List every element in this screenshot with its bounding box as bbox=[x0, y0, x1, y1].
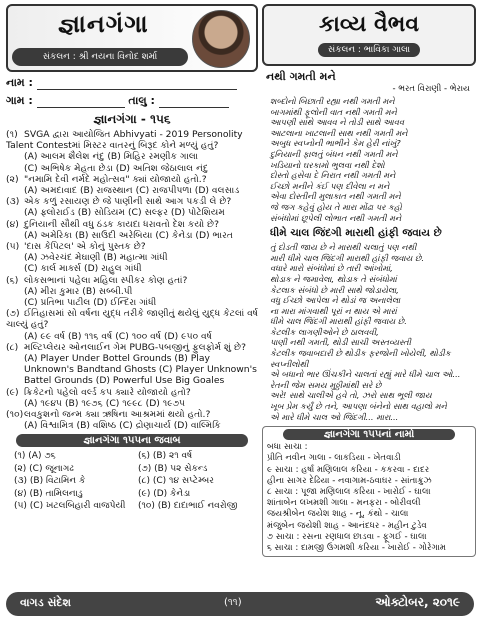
question bbox=[6, 387, 258, 398]
winner-line: જયશ્રીબેન જયેશ શાહ - નૂ, કંથો - ચાલા bbox=[267, 509, 409, 520]
poem-line: શબ્દોનો બિછાતી રહ્યા નથી ગમતી મને bbox=[270, 96, 395, 106]
question-number: (૨) bbox=[6, 173, 19, 185]
gnanganga-column bbox=[6, 4, 258, 584]
poem-line: વધુ ઈચ્છો આપેલા ને થોડાં જ અનાલેલા bbox=[270, 295, 401, 306]
question-text: ક્રિકેટનો પહેલો વર્લ્ડ કપ ક્યારે યોજાયો હતો? bbox=[24, 386, 191, 398]
answer-item: (૩) (B) વિટામિન કે bbox=[14, 476, 86, 487]
poem1-author: - ભરત વિરાણી - ભેરાય bbox=[392, 84, 470, 94]
question bbox=[6, 409, 258, 420]
poem-line: પાણી નથી ગમતી, થોડી સાચી અસ્તવ્યસ્તી bbox=[270, 337, 412, 348]
question-number: (૧૦) bbox=[6, 409, 24, 421]
winners-box bbox=[262, 426, 476, 557]
winner-line: મંજુબેન જયેશી શાહ - આનંદધર - મહીન ટુડેવ bbox=[267, 520, 427, 531]
poem-line: ખૂબ પ્રેમ કર્યું છે તને, આપણા બંનેનો સાથ વહાલો મને bbox=[270, 401, 447, 412]
question-number: (૩) bbox=[6, 196, 20, 208]
kavya-compiler: સંકલન : ભાવિકા ગાલા bbox=[318, 43, 420, 57]
poem-line: મારી ધીમે ચાલ જિંદગી મારાથી હાંફી જવાય છે. bbox=[270, 252, 425, 263]
winner-line: ૭ સાચા : રસના રણધાલ છાડવા - ફૂગઈ - ઘાલા bbox=[267, 531, 427, 542]
question-options: (C) પ્રતિભા પાટીલ (D) ઈન્દિરા ગાંધી bbox=[24, 297, 157, 309]
question-number: (૫) bbox=[6, 241, 20, 253]
winner-line: બધા સાચા : bbox=[267, 442, 308, 453]
taluka-label: તાલુ : bbox=[128, 94, 155, 107]
question-options: (A) આલમ શૈલેશ નંદુ (B) મિહિર રમણીક ગાલા bbox=[24, 151, 199, 163]
poem-line: બાગમાંથી ફૂલોની વાત નથી ગમતી મને bbox=[270, 106, 397, 117]
question bbox=[6, 275, 258, 286]
poem-line: રેતની જેમ સમય મુઠ્ઠીમાંથી સરે છે bbox=[270, 379, 382, 390]
answer-item: (૫) (C) ખટલબિહારી વાજપેયી bbox=[14, 501, 126, 512]
answer-item: (૮) (C) ૧૪ સપ્ટેમ્બર bbox=[138, 476, 214, 487]
question-options: (A) અમદાવાદ (B) રાજસ્થાન (C) રાજપીપળા (D) વલસાડ bbox=[24, 185, 240, 197]
question-number: (૪) bbox=[6, 218, 19, 230]
magazine-name: વાગડ સંદેશ bbox=[20, 596, 71, 609]
kavya-title: કાવ્ય વૈભવ bbox=[318, 12, 420, 37]
question-options: (A) ફ્લોરાઈડ (B) સોડિયમ (C) સલ્ફર (D) પોટેશિયમ bbox=[24, 207, 225, 219]
winner-line: ૮ સાચા : પૂજા મણિલાલ કરિયા - ખારોઈ - ઘાલા bbox=[267, 487, 431, 498]
winner-line: ૯ સાચા : હર્ષા મણિલાલ કરિયા - કકરવા - દાદર bbox=[267, 464, 430, 475]
winners-title: જ્ઞાનગંગા ૧૫૫નાં નામો bbox=[283, 429, 455, 440]
question-text: ઈતિહાસમાં સો વર્ષના યુદ્ધ તરીકે જાણીતું થયેલું યુદ્ધ કેટલાં વર્ષ ચાલ્યું હતું? bbox=[6, 308, 258, 331]
gnanganga-title: જ્ઞાનગંગા bbox=[58, 10, 149, 38]
question-number: (૧) bbox=[6, 129, 18, 140]
answer-item: (૬) (B) ૨૧ વર્ષ bbox=[138, 451, 193, 462]
poem-line: સંબંધોમાં છૂપેલી લોભાત નથી ગમતી મને bbox=[270, 212, 402, 223]
question bbox=[6, 241, 258, 252]
poem-line: જે જગ કહેવું હોય તે મારા મોંઢા પર કહો bbox=[270, 201, 402, 212]
poem-line: એવા દોસ્તીની મુલાકાત નથી ગમતી મને bbox=[270, 191, 401, 202]
question-list bbox=[6, 129, 258, 431]
page-footer bbox=[6, 592, 474, 616]
name-label: નામ : bbox=[6, 76, 33, 89]
poem-line: આટલાના ખાટલાની સાથ નથી ગમતી મને bbox=[270, 127, 408, 138]
question-text: લોકસભાનાં પહેલા મહિલા સ્પીકર કોણ હતાં? bbox=[24, 274, 188, 286]
poem-line: તું દોડતી જાય છે ને મારાથી ચલાતું પણ નથી bbox=[270, 242, 417, 253]
poem-line: ધીમે ચાલ જિંદગી મારાથી હાંફી જવાય છે. bbox=[270, 316, 407, 327]
question-text: એક કળું રસાયણ છે જે પાણીની સાથે આગ પકડી લે છે? bbox=[24, 196, 232, 208]
question-options: (C) કાર્લ માર્ક્સ (D) રાહુલ ગાંધી bbox=[24, 263, 142, 275]
question-text: 'દાસ કેપિટલ' એ કોનું પુસ્તક છે? bbox=[24, 241, 146, 253]
question bbox=[6, 342, 258, 353]
answer-item: (૪) (B) તામિલનાડુ bbox=[14, 488, 83, 499]
question-number: (૯) bbox=[6, 386, 19, 398]
question-options: (A) ૧૯૪૫ (B) ૧૯૭૬ (C) ૧૯૯૮ (D) ૧૯૭૫ bbox=[24, 397, 186, 409]
question-text: SVGA દ્વારા આયોજિત Abhivyati - 2019 Personolity Talent Contestમાં મિસ્ટર વાતરનું બિરૂદ કોને મળ્યું હતું? bbox=[6, 129, 243, 152]
page-number: (૧૧) bbox=[224, 597, 242, 608]
question-number: (૮) bbox=[6, 341, 19, 353]
answer-item: (૧૦) (B) દાદાભાઈ નવરોજી bbox=[138, 501, 238, 512]
question bbox=[6, 129, 258, 151]
poem-line: અબુધ સ્વપ્નોની ભાભીને કેમ હેરી નાંખું? bbox=[270, 138, 401, 149]
village-label: ગામ : bbox=[6, 94, 33, 107]
poem-line: કેટલીક લાગણીઓને છે ઠાલવવી, bbox=[270, 326, 379, 337]
village-line bbox=[6, 94, 258, 108]
gnanganga-banner bbox=[6, 4, 258, 72]
winner-line: ૬ સાચા : દામજી ઉગમશી કરિયા - ખારોઈ - ગોરેગામ bbox=[267, 543, 446, 554]
poem-line: કેટલીક જવાબદારી છે થોડીક ફરજોની ખોયેલી, થોડીક સ્વપ્નીલોથી bbox=[270, 348, 451, 369]
question-text: મલ્ટિપ્લેયર ઓનલાઈન ગેમ PUBG-પબજીનું ફુલફોર્મ શું છે? bbox=[24, 341, 246, 353]
name-blank bbox=[37, 89, 237, 90]
question-text: લવકુશનો જન્મ ક્યા ઋષિના આશ્રમમાં થયો હતો.? bbox=[24, 409, 211, 421]
name-line bbox=[6, 76, 258, 90]
poem-line: વધારે મારો સંબંધોમાં છે તારી આંખોમાં, bbox=[270, 263, 393, 274]
winner-line: શાંતાબેન લખમશી ગાલા - મનફરા - બોરીવલી bbox=[267, 498, 421, 509]
question-number: (૬) bbox=[6, 274, 19, 286]
gnanganga-compiler: સંકલન : શ્રી નયના વિનોદ શર્મા bbox=[12, 48, 188, 66]
poem-line: કેટલાક સંબંધો છે મારી સાથે જોડાયેલા, bbox=[270, 284, 399, 295]
winners-list bbox=[267, 442, 471, 554]
question-text: દુનિયાની સૌથી વધુ ઠંડક કાયદા ધરાવતો દેશ કયો છે? bbox=[24, 218, 220, 230]
poem1-body bbox=[270, 96, 468, 223]
poem-line: આપણી સાથે આવવ ને તોડી સાથે આવવ bbox=[270, 117, 405, 128]
poem-line: ખડિયાનો ઘરકામો ભુલવા નથી દેશો bbox=[270, 159, 385, 170]
question-options: (A) ૯૯ વર્ષ (B) ૧૧૬ વર્ષ (C) ૧૦૦ વર્ષ (D) ૯૫૦ વર્ષ bbox=[24, 330, 212, 342]
question-options: (C) અભિષેક મેહતા છેડા (D) અતિશ જેઠાલાલ નંદુ bbox=[24, 162, 209, 174]
answers-list bbox=[14, 450, 258, 512]
winner-line: પ્રીતિ નવીન ગાલા - લાકડિયા - ખેતવાડી bbox=[267, 453, 401, 464]
winner-line: હીના સાગર દેઢિયા - નવાગામ-ઠવાઘર - સાંતાક્રુઝ bbox=[267, 475, 432, 486]
answers-title: જ્ઞાનગંગા ૧૫૫ના જવાબ bbox=[16, 434, 248, 447]
poem2-body bbox=[270, 242, 468, 422]
question-options: (A) વિશ્વામિત્ર (B) વશિષ્ઠ (C) દ્રોણાચાર્ય (D) વાલ્મિકિ bbox=[24, 420, 221, 432]
poem-line: ઈચ્છો મનીને કંઈ પણ દીવેલા ન મને bbox=[270, 180, 390, 191]
kavya-column bbox=[262, 4, 476, 584]
issue-date: ઓક્ટોબર, ૨૦૧૯ bbox=[375, 595, 460, 609]
compiler-photo bbox=[192, 10, 250, 68]
question-text: "નમામિ દેવી નર્મદે મહોત્સવ" ક્યાં યોજાયો હતો.? bbox=[24, 173, 207, 185]
poem-line: ના મારા માંગવાથી પૂરાં ન થાય એ મારાં bbox=[270, 305, 397, 316]
poem-line: દુનિયાની ફાલતું બંધન નથી ગમતી મને bbox=[270, 148, 398, 159]
poem1-title: નથી ગમતી મને bbox=[266, 70, 336, 83]
poem-line: દોસ્તો હસેવા દે નિરાત નથી ગમતી મને bbox=[270, 170, 396, 181]
taluka-blank bbox=[159, 107, 229, 108]
answer-item: (૭) (B) ૫૨ સેકન્ડ bbox=[138, 463, 208, 474]
poem-line: એ મારે ધીમે ચાલ ઓ જિંદગી... મારા... bbox=[270, 411, 399, 422]
answer-item: (૨) (C) જૂનાગઢ bbox=[14, 463, 74, 474]
question bbox=[6, 308, 258, 330]
question bbox=[6, 196, 258, 207]
question bbox=[6, 174, 258, 185]
answer-item: (૯) (D) કેનેડા bbox=[138, 488, 191, 499]
kavya-banner bbox=[262, 4, 476, 66]
poem-line: અરે! સાથે ચાલીએ હવે તો, ઝરો સાથ ભૂલી જાય bbox=[270, 390, 432, 401]
quiz-title: જ્ઞાનગંગા - ૧૫૬ bbox=[93, 112, 171, 126]
answer-item: (૧) (A) ૭૬ bbox=[14, 451, 56, 462]
question-options: (A) Player Under Bottel Grounds (B) Play Unknown's Bandtand Ghosts (C) Player Unknown's Battel Grounds (D) Powerful Use Big Goales bbox=[24, 353, 257, 387]
question bbox=[6, 219, 258, 230]
poem2-title: ધીમે ચાલ જિંદગી મારાથી હાંફી જવાય છે bbox=[270, 227, 442, 240]
village-blank bbox=[37, 107, 125, 108]
question-options: (A) અમેરિકા (B) સાઉદી અરેબિયા (C) કેનેડા (D) ભારત bbox=[24, 229, 234, 241]
question-number: (૭) bbox=[6, 308, 20, 320]
poem-line: થોડાક ને જમાવેલા, થોડાક તે સંબંધોમાં bbox=[270, 273, 397, 284]
question-options: (A) મીરા કુમાર (B) સબ્બી.પી bbox=[24, 285, 133, 297]
poem-line: એ બધાનો ભાર ઊંચકીને ચાલતાં રહ્યું મારે ધીમે ચાલ ઓ... bbox=[270, 369, 461, 380]
question-options: (A) ઝવેરચંદ મેઘાણી (B) મહાત્મા ગાંધી bbox=[24, 252, 168, 264]
